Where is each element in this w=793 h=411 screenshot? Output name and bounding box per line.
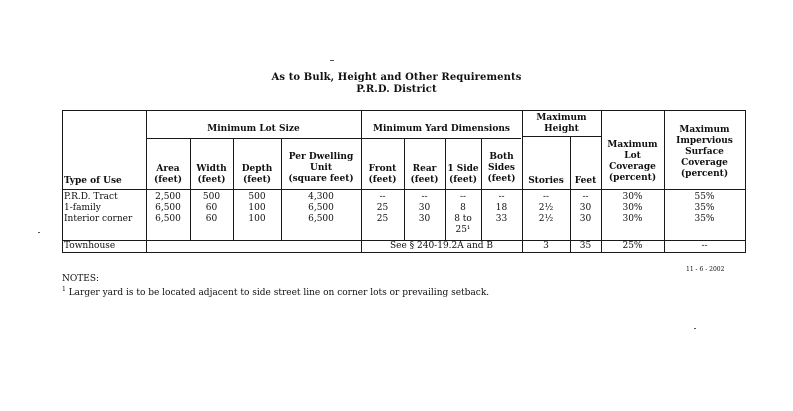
scan-speck [38, 232, 40, 233]
cell-width: 500 [202, 192, 221, 202]
page-title: As to Bulk, Height and Other Requirements [271, 72, 522, 83]
table-top-border [62, 110, 745, 111]
cell-impervious: 35% [694, 203, 715, 213]
cell-lot-coverage: 30% [622, 192, 643, 202]
cell-width: 60 [205, 214, 218, 224]
header-both-sides: Both Sides (feet) [487, 152, 516, 184]
header-width: Width (feet) [196, 164, 227, 185]
cell-area: 6,500 [155, 203, 181, 213]
cell-lot-coverage: 30% [622, 203, 643, 213]
header-minimum-lot-size: Minimum Lot Size [207, 124, 300, 134]
page-subtitle: P.R.D. District [356, 84, 437, 95]
cell-feet: 30 [579, 203, 592, 213]
footnote [62, 286, 489, 298]
header-minimum-yard-dimensions: Minimum Yard Dimensions [373, 124, 510, 134]
header-rear: Rear (feet) [410, 164, 439, 185]
cell-side: -- [459, 192, 467, 202]
header-area: Area (feet) [154, 164, 182, 185]
cell-both: 18 [495, 203, 508, 213]
group-header-divider [146, 138, 521, 139]
height-header-divider [522, 136, 601, 137]
cell-impervious: 55% [694, 192, 715, 202]
cell-depth: 100 [248, 214, 266, 224]
cell-lot-coverage: 30% [622, 214, 643, 224]
header-type-of-use: Type of Use [64, 176, 122, 186]
cell-impervious: 35% [694, 214, 715, 224]
cell-per-unit: 6,500 [308, 203, 334, 213]
cell-area: 2,500 [155, 192, 181, 202]
col-divider [745, 110, 746, 253]
cell-lot-coverage: 25% [622, 241, 643, 251]
header-maximum-impervious-coverage: Maximum Impervious Surface Coverage (percent) [676, 125, 733, 179]
cell-stories: 2½ [538, 214, 554, 224]
cell-depth: 500 [248, 192, 266, 202]
cell-impervious: -- [701, 241, 708, 251]
cell-per-unit: 6,500 [308, 214, 334, 224]
header-depth: Depth (feet) [241, 164, 273, 185]
cell-type: Interior corner [64, 214, 133, 224]
date-stamp: 11 - 6 - 2002 [686, 266, 725, 273]
cell-side: 8 to 25¹ [454, 214, 472, 235]
cell-stories: 2½ [538, 203, 554, 213]
footnote-marker: 1 [62, 286, 66, 293]
cell-both: -- [498, 192, 505, 202]
col-divider [62, 110, 63, 253]
cell-front: 25 [376, 203, 389, 213]
header-stories: Stories [528, 176, 564, 186]
cell-type: Townhouse [64, 241, 116, 251]
header-feet: Feet [574, 176, 597, 186]
table-bottom-border [62, 252, 745, 253]
header-maximum-height: Maximum Height [536, 113, 587, 134]
cell-feet: 35 [579, 241, 592, 251]
cell-stories: 3 [543, 241, 549, 251]
cell-front: -- [379, 192, 386, 202]
cell-rear: -- [421, 192, 428, 202]
cell-rear: 30 [418, 214, 431, 224]
notes-label: NOTES: [62, 274, 100, 284]
footnote-text: Larger yard is to be located adjacent to side street line on corner lots or prevailing setback. [68, 288, 490, 298]
scan-speck [694, 328, 696, 329]
cell-yard-reference: See § 240-19.2A and B [389, 241, 494, 251]
header-front: Front (feet) [368, 164, 397, 185]
cell-stories: -- [542, 192, 550, 202]
cell-per-unit: 4,300 [308, 192, 334, 202]
header-maximum-lot-coverage: Maximum Lot Coverage (percent) [607, 140, 658, 183]
cell-both: 33 [495, 214, 508, 224]
cell-area: 6,500 [155, 214, 181, 224]
cell-side: 8 [460, 203, 466, 213]
header-per-dwelling-unit: Per Dwelling Unit (square feet) [288, 152, 354, 184]
cell-type: 1-family [64, 203, 101, 213]
cell-front: 25 [376, 214, 389, 224]
header-one-side: 1 Side (feet) [447, 164, 479, 185]
scan-speck [330, 60, 334, 61]
cell-rear: 30 [418, 203, 431, 213]
cell-feet: -- [582, 192, 589, 202]
cell-width: 60 [205, 203, 218, 213]
cell-type: P.R.D. Tract [64, 192, 118, 202]
cell-depth: 100 [248, 203, 266, 213]
cell-feet: 30 [579, 214, 592, 224]
